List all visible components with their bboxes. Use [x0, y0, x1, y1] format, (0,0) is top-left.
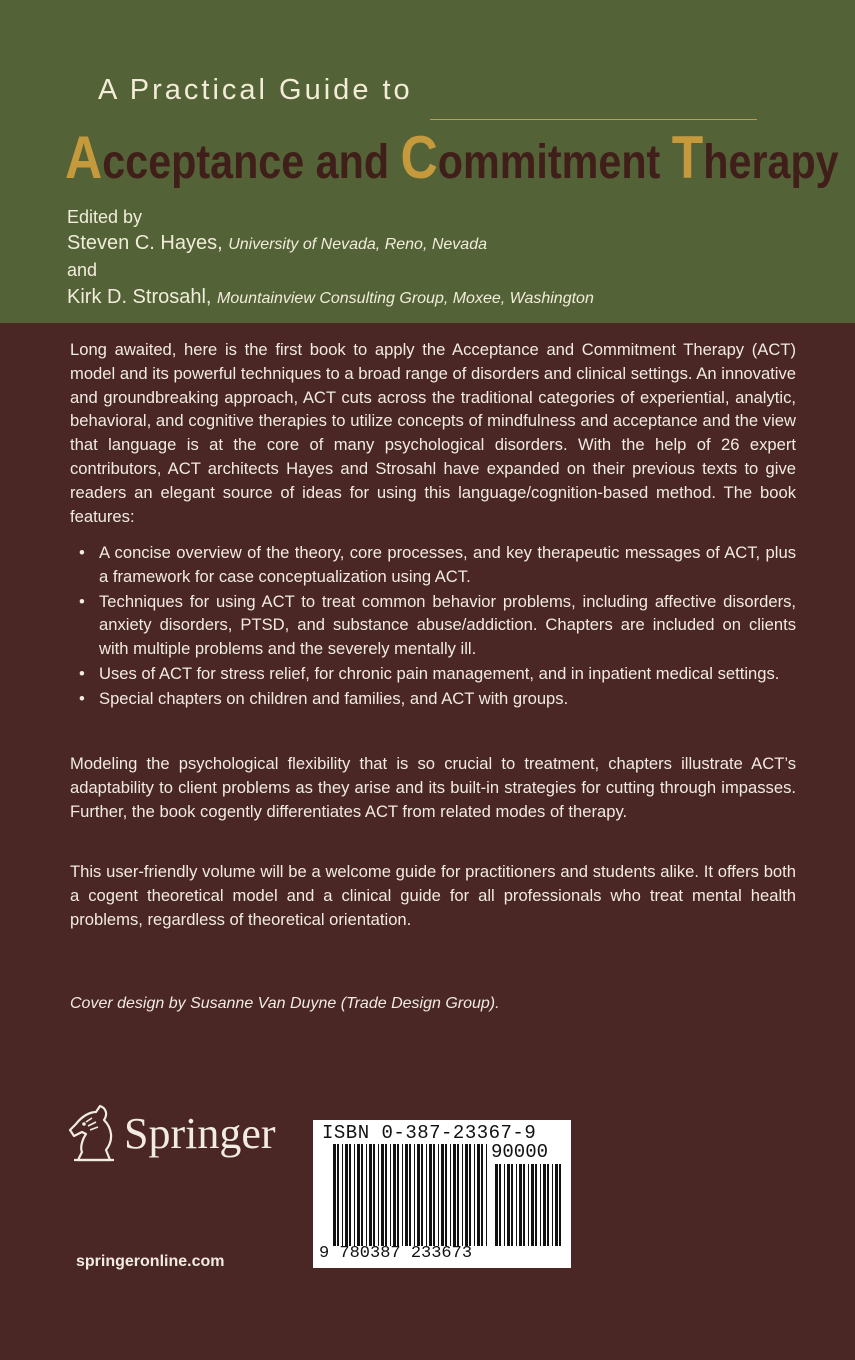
barcode-bar: [519, 1164, 522, 1246]
barcode-bar: [421, 1144, 423, 1246]
barcode-bar: [414, 1144, 415, 1246]
barcode-bar: [523, 1164, 525, 1246]
barcode-bar: [397, 1144, 399, 1246]
barcode-bar: [429, 1144, 432, 1246]
barcode-bar: [354, 1144, 355, 1246]
title-rule: [430, 119, 757, 120]
barcode-bar: [457, 1144, 459, 1246]
barcode-bar: [378, 1144, 379, 1246]
barcode-bar: [361, 1144, 363, 1246]
barcode-bar: [369, 1144, 372, 1246]
bullet-icon: •: [79, 688, 85, 708]
list-item: • Special chapters on children and families, and ACT with groups.: [75, 687, 796, 711]
publisher-name: Springer: [124, 1109, 276, 1158]
barcode-bar: [366, 1144, 367, 1246]
editor-1-affiliation: University of Nevada, Reno, Nevada: [228, 236, 487, 253]
ean-number: 9 780387 233673: [319, 1244, 473, 1263]
barcode-bar: [453, 1144, 456, 1246]
barcode-bar: [511, 1164, 513, 1246]
book-title: [65, 124, 839, 193]
barcode-bar: [495, 1164, 498, 1246]
isbn-number: ISBN 0-387-23367-9: [322, 1122, 537, 1144]
book-subtitle: A Practical Guide to: [98, 74, 413, 106]
title-word: Therapy: [671, 124, 839, 191]
list-item: • Techniques for using ACT to treat common behavior problems, including affective disorders, anxiety disorders, PTSD, and substance abuse/addiction. Chapters are included on clients with multiple problems and the severely mentally ill.: [79, 591, 796, 659]
barcode-bar: [474, 1144, 475, 1246]
isbn-barcode: [313, 1120, 571, 1268]
barcode-bar: [402, 1144, 403, 1246]
editor-1: [67, 232, 487, 255]
and-label: and: [67, 260, 98, 280]
barcode-bar: [357, 1144, 360, 1246]
barcode-bar: [450, 1144, 451, 1246]
barcode-bar: [345, 1144, 348, 1246]
barcode-bar: [543, 1164, 546, 1246]
barcode-bar: [426, 1144, 427, 1246]
editor-2-name: Kirk D. Strosahl,: [67, 286, 212, 308]
barcode-bar: [528, 1164, 529, 1246]
bullet-icon: •: [79, 543, 85, 562]
barcode-bar: [535, 1164, 537, 1246]
barcode-bar: [516, 1164, 517, 1246]
cover-credit: Cover design by Susanne Van Duyne (Trade Design Group).: [70, 995, 500, 1012]
barcode-bar: [441, 1144, 444, 1246]
paragraph-2: Modeling the psychological flexibility that is so crucial to treatment, chapters illustrate ACT’s adaptability to client problems as they arise and its built-in strategies for cutting through impasses. Further, the book cogently differentiates ACT from related modes of therapy.: [70, 754, 796, 821]
barcode-bar: [486, 1144, 487, 1246]
barcode-bar: [477, 1144, 480, 1246]
barcode-bar: [409, 1144, 411, 1246]
editor-2-affiliation: Mountainview Consulting Group, Moxee, Washington: [217, 290, 594, 307]
barcode-bar: [552, 1164, 553, 1246]
paragraph-3: This user-friendly volume will be a welcome guide for practitioners and students alike. It offers both a cogent theoretical model and a clinical guide for all professionals who treat mental health problems, regardless of theoretical orientation.: [70, 862, 796, 929]
list-item: • A concise overview of the theory, core processes, and key therapeutic messages of ACT, plus a framework for case conceptualization using ACT.: [79, 543, 796, 586]
publisher-website[interactable]: springeronline.com: [76, 1253, 225, 1270]
barcode-bar: [504, 1164, 505, 1246]
barcode-bar: [349, 1144, 351, 1246]
barcode-bar: [417, 1144, 420, 1246]
title-word: Acceptance: [65, 124, 316, 191]
barcode-bar: [469, 1144, 471, 1246]
barcode-bar: [381, 1144, 384, 1246]
price-code: 90000: [491, 1141, 549, 1163]
barcode-bar: [390, 1144, 391, 1246]
barcode-bar: [531, 1164, 534, 1246]
editor-2: [67, 286, 594, 309]
barcode-bar: [555, 1164, 558, 1246]
editor-1-name: Steven C. Hayes,: [67, 232, 223, 254]
barcode-bar: [547, 1164, 549, 1246]
barcode-bar: [499, 1164, 501, 1246]
barcode-bar: [465, 1144, 468, 1246]
barcode-bar: [405, 1144, 408, 1246]
barcode-bar: [445, 1144, 447, 1246]
barcode-bar: [333, 1144, 336, 1246]
barcode-bar: [337, 1144, 339, 1246]
title-word: and: [315, 136, 401, 189]
barcode-bar: [385, 1144, 387, 1246]
bullet-icon: •: [79, 663, 85, 683]
barcode-bar: [507, 1164, 510, 1246]
title-word: Commitment: [400, 124, 672, 191]
edited-by-label: Edited by: [67, 207, 143, 227]
barcode-bar: [433, 1144, 435, 1246]
barcode-bar: [342, 1144, 343, 1246]
features-list: [75, 541, 796, 712]
barcode-bar: [481, 1144, 483, 1246]
barcode-bar: [438, 1144, 439, 1246]
barcode-bar: [559, 1164, 561, 1246]
barcode-bar: [462, 1144, 463, 1246]
barcode-bar: [540, 1164, 541, 1246]
barcode-bar: [393, 1144, 396, 1246]
intro-paragraph: Long awaited, here is the first book to apply the Acceptance and Commitment Therapy (ACT) model and its powerful techniques to a broad range of disorders and clinical settings. An innovative and groundbreaking approach, ACT cuts across the traditional categories of experiential, analytic, behavioral, and cognitive therapies to utilize concepts of mindfulness and acceptance and the view that language is at the core of many psychological disorders. With the help of 26 expert contributors, ACT architects Hayes and Strosahl have expanded on their previous texts to give readers an elegant source of ideas for using this language/cognition-based method. The book features:: [70, 340, 796, 526]
list-item: • Uses of ACT for stress relief, for chronic pain management, and in inpatient medical settings.: [75, 662, 796, 686]
barcode-bar: [373, 1144, 375, 1246]
bullet-icon: •: [79, 591, 85, 611]
